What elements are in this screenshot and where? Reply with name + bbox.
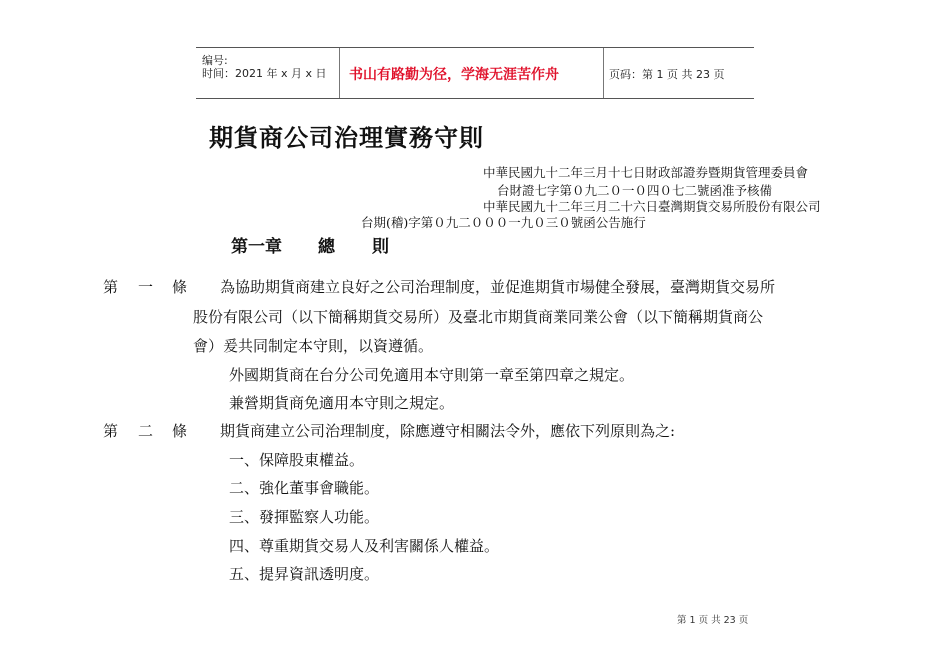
article-paragraph: 外國期貨商在台分公司免適用本守則第一章至第四章之規定。	[229, 366, 635, 384]
article-number: 二	[138, 422, 154, 440]
article-paragraph: 兼營期貨商免適用本守則之規定。	[229, 394, 455, 412]
meta-line: 中華民國九十二年三月二十六日臺灣期貨交易所股份有限公司	[483, 199, 821, 214]
article-list-item: 三、發揮監察人功能。	[229, 508, 380, 526]
article-list-item: 五、提昇資訊透明度。	[229, 565, 380, 583]
article-text-line: 為協助期貨商建立良好之公司治理制度，並促進期貨市場健全發展，臺灣期貨交易所	[220, 278, 776, 296]
article-list-item: 二、強化董事會職能。	[229, 479, 380, 497]
article-number: 第	[103, 278, 119, 296]
article-number: 條	[172, 422, 188, 440]
article-list-item: 四、尊重期貨交易人及利害關係人權益。	[229, 537, 500, 555]
meta-line: 中華民國九十二年三月十七日財政部證券暨期貨管理委員會	[483, 165, 809, 180]
chapter-name-first: 總	[318, 237, 335, 257]
article-number: 第	[103, 422, 119, 440]
header-info-cell	[196, 48, 340, 98]
chapter-name-second: 則	[372, 237, 389, 257]
time-label: 时间：2021 年 x 月 x 日	[202, 67, 327, 80]
header-page-cell	[603, 48, 754, 98]
page-footer: 第 1 页 共 23 页	[677, 615, 749, 626]
page-header	[196, 47, 754, 99]
article-text-line: 會）爰共同制定本守則，以資遵循。	[193, 337, 434, 355]
meta-line: 台財證七字第０九二０一０四０七二號函准予核備	[497, 183, 773, 198]
document-title: 期貨商公司治理實務守則	[209, 124, 484, 152]
meta-line: 台期(稽)字第０九二０００一九０三０號函公告施行	[361, 215, 646, 230]
article-intro: 期貨商建立公司治理制度，除應遵守相關法令外，應依下列原則為之:	[220, 422, 676, 440]
serial-label: 编号:	[202, 54, 228, 67]
article-list-item: 一、保障股東權益。	[229, 451, 365, 469]
chapter-number: 第一章	[231, 237, 282, 257]
motto-text: 书山有路勤为径，学海无涯苦作舟	[349, 67, 559, 83]
page-label: 页码：第 1 页 共 23 页	[609, 68, 725, 81]
article-number: 條	[172, 278, 188, 296]
header-motto-cell	[339, 48, 604, 98]
article-text-line: 股份有限公司（以下簡稱期貨交易所）及臺北市期貨商業同業公會（以下簡稱期貨商公	[193, 308, 764, 326]
article-number: 一	[138, 278, 154, 296]
